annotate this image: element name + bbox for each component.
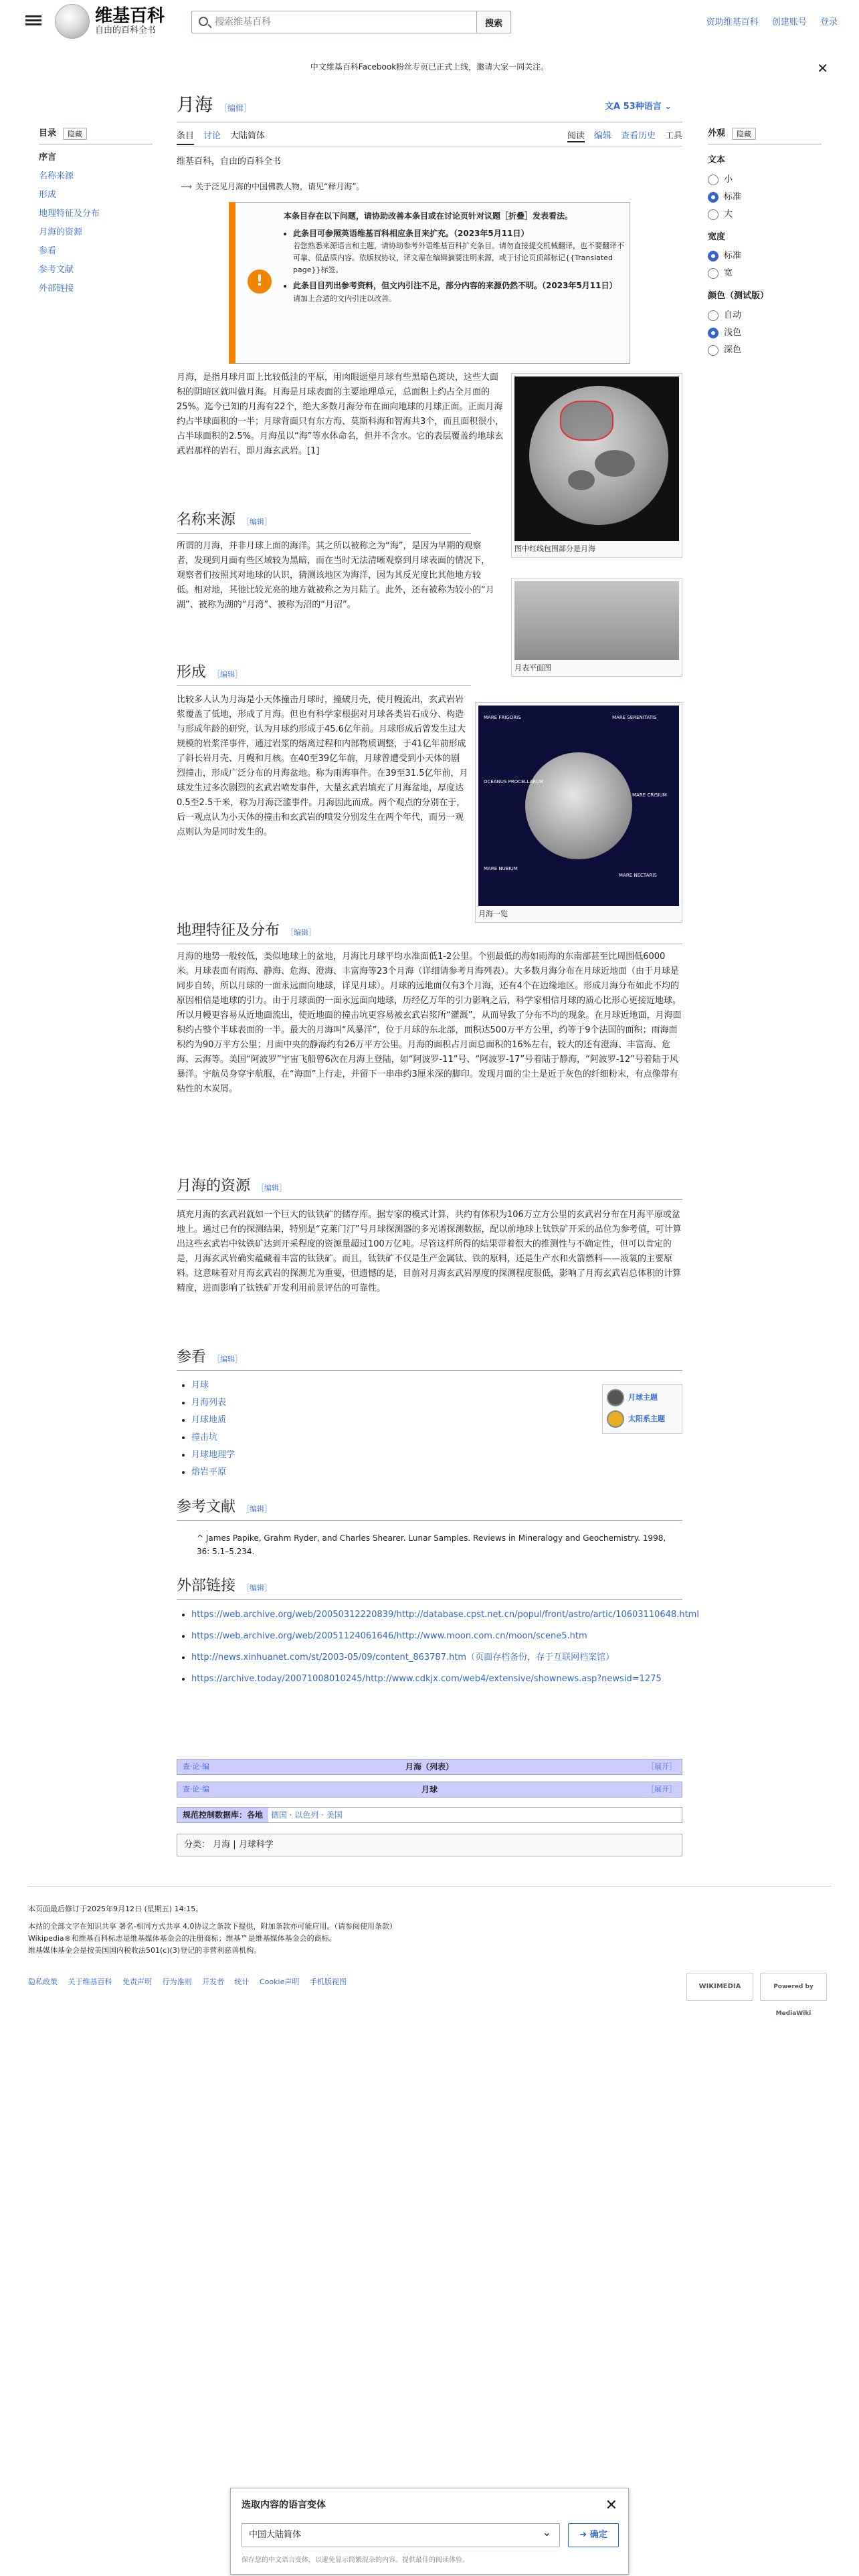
footer-link[interactable]: 手机版视图 — [309, 1977, 347, 1986]
login-link[interactable]: 登录 — [820, 17, 838, 27]
create-account-link[interactable]: 创建账号 — [771, 17, 807, 27]
radio-color-auto[interactable]: 自动 — [708, 309, 822, 322]
expand-button[interactable]: ［展开］ — [647, 1785, 676, 1794]
external-link[interactable]: https://web.archive.org/web/20051124061646/http://www.moon.com.cn/moon/scene5.htm — [191, 1631, 587, 1641]
width-label: 宽度 — [708, 231, 726, 242]
issue-expand: 此条目可参照英语维基百科相应条目来扩充。（2023年5月11日） — [293, 229, 529, 238]
color-label: 颜色（测试版） — [708, 291, 769, 302]
radio-width-wide[interactable]: 宽 — [708, 267, 822, 280]
wikipedia-logo-icon[interactable] — [55, 4, 90, 39]
external-link[interactable]: https://web.archive.org/web/20050312220839/http://database.cpst.net.cn/popul/front/astro/artic/10603110648.html — [191, 1610, 699, 1620]
nonprofit-text: 维基媒体基金会是按美国国内税收法501(c)(3)登记的非营利慈善机构。 — [28, 1946, 262, 1955]
dialog-note: 保存您的中文语言变体，以避免显示简繁混杂的内容。提供最佳的阅读体验。 — [242, 2557, 469, 2564]
footer-link[interactable]: 关于维基百科 — [68, 1977, 112, 1986]
caption: 月海一览 — [478, 909, 508, 918]
navbox-maria — [177, 1759, 682, 1775]
section-heading: 外部链接 ［编辑］ — [177, 1576, 682, 1600]
section-heading: 形成 ［编辑］ — [177, 662, 471, 686]
edit-link[interactable]: ［编辑］ — [213, 670, 243, 679]
tab-read[interactable]: 阅读 — [567, 131, 585, 141]
text-size-label: 文本 — [708, 154, 726, 165]
header — [0, 0, 859, 43]
navbox-title[interactable]: 月海（列表） — [405, 1762, 454, 1772]
vte-links[interactable]: 查·论·编 — [183, 1785, 209, 1794]
sun-portal-icon — [607, 1410, 624, 1428]
edit-link[interactable]: ［编辑］ — [286, 928, 316, 937]
mediawiki-badge[interactable]: Powered by MediaWiki — [760, 1973, 827, 2001]
toc-item[interactable]: 月海的资源 — [39, 227, 83, 237]
see-also-link[interactable]: 月球地质 — [191, 1415, 227, 1425]
radio-small[interactable]: 小 — [708, 173, 822, 187]
tab-edit[interactable]: 编辑 — [593, 131, 611, 141]
site-notice: 中文维基百科Facebook粉丝专页已正式上线，邀请大家一同关注。 — [310, 62, 549, 72]
radio-width-standard[interactable]: 标准 — [708, 249, 822, 263]
appearance-panel — [708, 127, 822, 361]
title-edit-link[interactable]: ［编辑］ — [219, 104, 252, 113]
trademark-text: Wikipedia®和维基百科标志是维基媒体基金会的注册商标；维基™是维基媒体基金会的商标。 — [28, 1934, 337, 1943]
intro-paragraph: 月海，是指月球月面上比较低洼的平原，用肉眼遥望月球有些黑暗色斑块，这些大面积的阴暗区就叫做月海。月海是月球表面的主要地理单元，总面积上约占全月面的25%。迄今已知的月海有22个，绝大多数月海分布在面向地球的月球正面。正面月海约占半球面积的一半；月球背面只有东方海、莫斯科海和智海共3个，而且面积很小，占半球面积的2.5%。月海虽以“海”等水体命名，但并不含水。它的表层覆盖约地球玄武岩那样的岩石，即月海玄武岩。[1] — [177, 372, 504, 456]
external-link[interactable]: https://archive.today/20071008010245/http://www.cdkjx.com/web4/extensive/shownews.asp?newsid=1275 — [191, 1674, 662, 1684]
footer-link[interactable]: 隐私政策 — [28, 1977, 58, 1986]
close-icon[interactable]: ✕ — [605, 2497, 617, 2514]
see-also-link[interactable]: 月球地理学 — [191, 1450, 235, 1460]
see-also-link[interactable]: 月球 — [191, 1380, 209, 1390]
footer-link[interactable]: Cookie声明 — [260, 1977, 300, 1986]
moon-map-image[interactable] — [514, 581, 679, 660]
external-links-list — [191, 1608, 699, 1693]
authority-links[interactable]: 德国 · 以色列 · 美国 — [270, 1810, 343, 1820]
radio-color-light[interactable]: 浅色 — [708, 326, 822, 340]
section-heading: 月海的资源 ［编辑］ — [177, 1176, 682, 1200]
search-input[interactable] — [215, 15, 469, 29]
donate-link[interactable]: 资助维基百科 — [706, 17, 759, 27]
figure-moon-maria — [511, 373, 682, 558]
tab-history[interactable]: 查看历史 — [620, 131, 656, 141]
tab-talk[interactable]: 讨论 — [203, 131, 221, 141]
footer-link[interactable]: 开发者 — [202, 1977, 224, 1986]
issues-box — [229, 202, 630, 364]
search-box[interactable] — [191, 11, 478, 33]
confirm-button[interactable]: ➜ 确定 — [568, 2523, 619, 2547]
edit-link[interactable]: ［编辑］ — [257, 1184, 287, 1192]
paragraph: 比较多人认为月海是小天体撞击月球时，撞破月壳，使月幔流出，玄武岩岩浆覆盖了低地，形成了月海。但也有科学家根据对月球各类岩石成分、构造与形成年龄的研究，认为月球约形成于45.6亿年前。月球形成后曾发生过大规模的岩浆洋事件，通过岩浆的熔离过程和内部物质调整，于41亿年前形成了斜长岩月壳、月幔和月核。在40至39亿年前，月球曾遭受到小天体的剧烈撞击，形成广泛分布的月海盆地。称为雨海事件。在39至31.5亿年前，月球发生过多次剧烈的玄武岩喷发事件，大量玄武岩填充了月海盆地，厚度达0.5至2.5千米，称为月海泛滥事件。月海因此而成。两个观点的分别在于，后一观点认为小天体的撞击和玄武岩的喷发分别发生在两个年代，而另一观点则认为是同时发生的。 — [177, 695, 468, 837]
moon-image[interactable] — [514, 377, 679, 541]
see-also-link[interactable]: 熔岩平原 — [191, 1467, 227, 1477]
caption: 月表平面图 — [514, 663, 551, 672]
toc-title: 目录 — [39, 128, 57, 138]
edit-link[interactable]: ［编辑］ — [242, 1505, 272, 1513]
section-heading: 参考文献 ［编辑］ — [177, 1497, 682, 1521]
navbox-title[interactable]: 月球 — [421, 1785, 438, 1794]
appearance-hide-button[interactable]: 隐藏 — [732, 128, 756, 140]
toc-item[interactable]: 外部链接 — [39, 283, 74, 294]
portal-link[interactable]: 太阳系主题 — [628, 1414, 665, 1424]
menu-icon[interactable] — [25, 13, 41, 29]
paragraph: 月海的地势一般较低，类似地球上的盆地，月海比月球平均水准面低1-2公里。个别最低的海如雨海的东南部甚至比周围低6000米。月球表面有雨海、静海、危海、澄海、丰富海等23个月海（详细请参考月海列表）。大多数月海分布在月球近地面（由于月球是同步自转，所以月球的一面永远面向地球，详见月球）。月球的远地面仅有3个月海，还有4个在边缘地区。形成月海分布如此不均的原因相信是地球的引力。由于月球面的一面永远面向地球，历经亿万年的引力影响之后，科学家相信月球的质心比形心更接近地球。所以月幔更容易从近地面流出，使近地面的撞击坑更容易被玄武岩浆所“灌溉”，从而导致了分布不均的现象。在月球近地面，月海面积约占整个半球表面的一半。最大的月海叫“风暴洋”，位于月球的东北部，面积达500万平方公里，约等于9个法国的面积；雨海面积约为90万平方公里；月面中央的静海约有26万平方公里。月海的面积占月面总面积的16%左右，较大的还有澄海、丰富海、危海、云海等。美国“阿波罗”宇宙飞船曾6次在月海上登陆，如“阿波罗-11”号、“阿波罗-17”号着陆于静海，“阿波罗-12”号着陆于风暴洋。宇航员身穿宇航服，在“海面”上行走，并留下一串串约3厘米深的脚印。发现月面的尘土是近于灰色的纤细粉末，有点像带有粘性的木炭屑。 — [177, 952, 682, 1094]
close-icon[interactable]: ✕ — [817, 60, 828, 76]
user-links — [696, 16, 838, 30]
navbox-moon — [177, 1782, 682, 1798]
footer-links — [28, 1976, 355, 1988]
figure-moon-map — [511, 578, 682, 677]
reference-item: ^ James Papike, Grahm Ryder, and Charles Shearer. Lunar Samples. Reviews in Mineralogy and Geochemistry. 1998, 36: 5.1–5.234. — [197, 1533, 666, 1556]
expand-button[interactable]: ［展开］ — [647, 1762, 676, 1771]
footer-link[interactable]: 行为准则 — [162, 1977, 192, 1986]
edit-link[interactable]: ［编辑］ — [242, 1584, 272, 1592]
search-button[interactable]: 搜索 — [476, 11, 511, 33]
vte-links[interactable]: 查·论·编 — [183, 1762, 209, 1771]
toc-item[interactable]: 形成 — [39, 189, 57, 200]
see-also-list — [191, 1376, 235, 1482]
external-link[interactable]: http://news.xinhuanet.com/st/2003-05/09/content_863787.htm（页面存档备份，存于互联网档案馆） — [191, 1652, 615, 1662]
footer-link[interactable]: 统计 — [234, 1977, 250, 1986]
moon-portal-icon — [607, 1389, 624, 1406]
last-modified: 本页面最后修订于2025年9月12日 (星期五) 14:15。 — [28, 1905, 203, 1913]
see-also-link[interactable]: 撞击坑 — [191, 1432, 218, 1442]
variant-select[interactable]: 中国大陆简体 ⌄ — [242, 2523, 560, 2547]
see-also-link[interactable]: 月海列表 — [191, 1398, 227, 1408]
issue-citations: 此条目目列出参考资料，但文内引注不足，部分内容的来源仍然不明。（2023年5月11日） — [293, 281, 617, 290]
wikimedia-badge[interactable]: WIKIMEDIA — [686, 1973, 753, 2001]
dialog-title: 选取内容的语言变体 — [242, 2500, 326, 2510]
portal-box — [602, 1384, 682, 1434]
authority-label[interactable]: 规范控制数据库：各地 — [177, 1808, 268, 1822]
issues-heading: 本条目存在以下问题，请协助改善本条目或在讨论页针对议题［折叠］发表看法。 — [284, 211, 573, 221]
hatnote: ⟿ 关于泛见月海的中国佛教人物，请见“释月海”。 — [195, 181, 364, 193]
authority-control — [177, 1807, 682, 1823]
issue-citations-note: 请加上合适的文内引注以改善。 — [293, 294, 396, 303]
edit-link[interactable]: ［编辑］ — [213, 1355, 243, 1364]
issue-expand-note: 若您熟悉来源语言和主题，请协助参考外语维基百科扩充条目。请勿直接提交机械翻译，也不要翻译不可靠、低品质内容。依版权协议，译文需在编辑摘要注明来源，或于讨论页顶部标记{{Translated page}}标签。 — [293, 241, 624, 274]
appearance-title: 外观 — [708, 128, 726, 138]
caption: 图中红线包围部分是月海 — [514, 544, 595, 553]
toc-item[interactable]: 地理特征及分布 — [39, 208, 100, 219]
toc-item[interactable]: 序言 — [39, 152, 57, 163]
paragraph: 所谓的月海，并非月球上面的海洋。其之所以被称之为“海”，是因为早期的观察者，发现到月面有些区域较为黑暗，而在当时无法清晰观察到月球表面的情况下，观察者们按照其对地球的认识，猜测该地区为海洋，因为其反光度比其他地方较低。相对地，其他比较光亮的地方就被称之为月陆了。此外，还有被称为较小的“月湖”、被称为湖的“月湾”、被称为沼的“月沼”。 — [177, 541, 494, 610]
toc-item[interactable]: 名称来源 — [39, 171, 74, 181]
tagline: 维基百科，自由的百科全书 — [177, 156, 282, 167]
toc-item[interactable]: 参考文献 — [39, 264, 74, 275]
search-icon — [199, 17, 208, 26]
language-button[interactable]: 文A 53种语言 ⌄ — [605, 102, 672, 112]
toc-panel — [39, 127, 153, 301]
tools-dropdown[interactable]: 工具 — [664, 131, 682, 141]
site-title[interactable]: 维基百科 — [95, 6, 165, 26]
section-heading: 地理特征及分布 ［编辑］ — [177, 920, 682, 944]
toc-item[interactable]: 参看 — [39, 245, 57, 256]
site-subtitle: 自由的百科全书 — [95, 25, 157, 35]
portal-link[interactable]: 月球主题 — [628, 1393, 658, 1402]
radio-large[interactable]: 大 — [708, 208, 822, 221]
license-text: 本站的全部文字在知识共享 署名-相同方式共享 4.0协议之条款下提供，附加条款亦可能应用。（请参阅使用条款） — [28, 1922, 397, 1931]
section-heading: 名称来源 ［编辑］ — [177, 510, 471, 534]
section-heading: 参看 ［编辑］ — [177, 1347, 682, 1371]
footer-link[interactable]: 免责声明 — [122, 1977, 152, 1986]
page-tabs — [177, 130, 682, 143]
edit-link[interactable]: ［编辑］ — [242, 518, 272, 526]
page-title: 月海 ［编辑］ — [177, 95, 252, 116]
figure-maria-overview — [475, 702, 682, 923]
variant-dropdown[interactable]: 大陆简体 — [230, 131, 266, 141]
radio-standard[interactable]: 标准 — [708, 191, 822, 204]
maria-overview-image[interactable]: MARE FRIGORIS MARE SERENITATIS OCEANUS PROCELLARUM MARE CRISIUM MARE NUBIUM MARE NECTARIS — [478, 706, 679, 906]
warning-icon: ! — [248, 270, 272, 294]
category-bar[interactable]: 分类： 月海 | 月球科学 — [177, 1834, 682, 1856]
radio-color-dark[interactable]: 深色 — [708, 344, 822, 357]
paragraph: 填充月海的玄武岩就如一个巨大的钛铁矿的储存库。据专家的模式计算，共约有体积为106万立方公里的玄武岩分布在月海平原或盆地上。通过已有的探测结果，特别是“克莱门汀”号月球探测器的多光谱探测数据，配以前地球上钛铁矿开采的品位为参考值，可计算出这些玄武岩中钛铁矿达到开采程度的资源量超过100万亿吨。尽管这样所得的结果带着很大的推测性与不确定性，但可以肯定的是，月海玄武岩确实蕴藏着丰富的钛铁矿。而且，钛铁矿不仅是生产金属钛、铁的原料，还是生产水和火箭燃料——液氧的主要原料。这意味着对月海玄武岩的探测尤为重要，但遗憾的是，目前对月海玄武岩厚度的探测程度很低，影响了月海玄武岩总体积的计算精度，进而影响了钛铁矿开发利用前景评估的可靠性。 — [177, 1210, 682, 1293]
language-variant-dialog — [230, 2488, 629, 2575]
tab-article[interactable]: 条目 — [177, 131, 194, 145]
toc-hide-button[interactable]: 隐藏 — [63, 128, 87, 140]
